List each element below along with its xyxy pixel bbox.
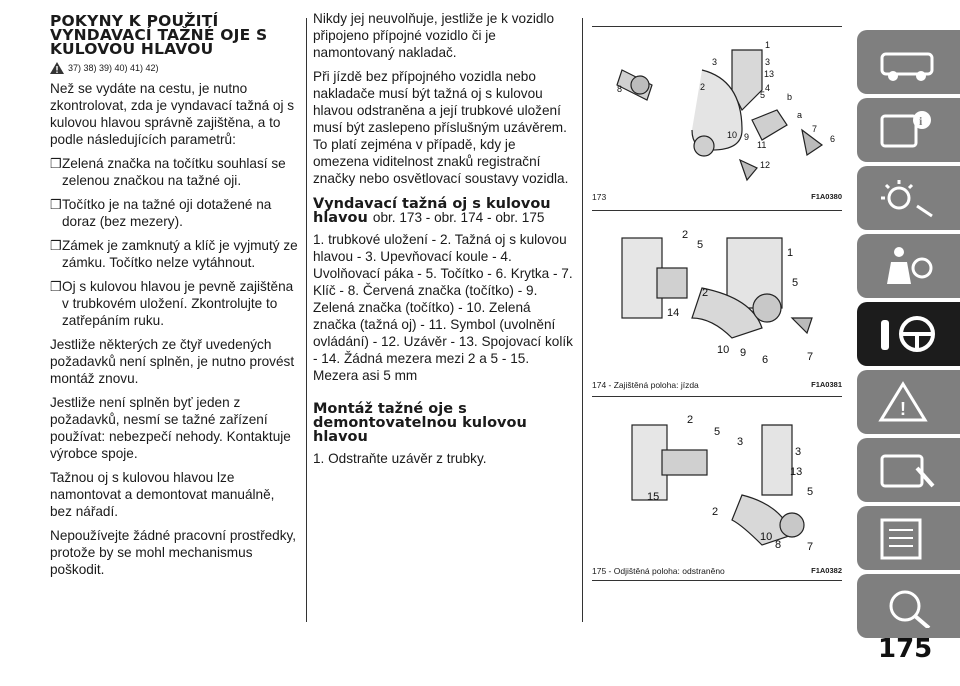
subsection-heading: Vyndavací tažná oj s kulovou hlavou obr. 173 - obr. 174 - obr. 175 (313, 196, 551, 226)
svg-text:3: 3 (795, 446, 802, 458)
dashboard-lights-icon (877, 176, 937, 220)
svg-text:15: 15 (647, 491, 660, 503)
svg-text:2: 2 (700, 82, 706, 92)
svg-text:8: 8 (775, 539, 782, 551)
section-heading: POKYNY K POUŽITÍ VYNDAVACÍ TAŽNÉ OJE S KULOVOU HLAVOU (50, 12, 268, 58)
svg-text:2: 2 (682, 229, 689, 241)
svg-text:b: b (787, 92, 793, 102)
step-paragraph: 1. Odstraňte uzávěr z trubky. (313, 451, 487, 466)
list-item: ❒ Točítko je na tažné oji dotažené na doraz (bez mezery). (50, 197, 272, 229)
seat-belt-airbag-icon (877, 244, 937, 288)
svg-text:13: 13 (790, 466, 803, 478)
index-letters-icon (877, 584, 937, 628)
warning-refs (50, 62, 300, 74)
paragraph: Nepoužívejte žádné pracovní prostředky, protože by se mohl mechanismus poškodit. (50, 528, 297, 577)
text-column-1 (50, 0, 300, 585)
svg-text:2: 2 (687, 414, 694, 426)
svg-text:13: 13 (764, 69, 775, 79)
figure-top-rule (592, 26, 842, 27)
svg-text:1: 1 (765, 40, 771, 50)
svg-text:10: 10 (727, 130, 738, 140)
tab-lights[interactable] (857, 166, 960, 230)
figure-code: F1A0380 (811, 192, 842, 201)
svg-text:1: 1 (787, 247, 794, 259)
info-icon (877, 108, 937, 152)
tab-starting-driving[interactable] (857, 302, 960, 366)
svg-text:8: 8 (617, 84, 623, 94)
svg-text:a: a (797, 110, 803, 120)
paragraph: Při jízdě bez přípojného vozidla nebo nakladače musí být tažná oj s kulovou hlavou odstraněna a její trubkové uložení musí být zaslepeno příslušným uzávěrem. To platí zejména v případě, kdy je omezena viditelnost znaků registrační značky nebo osvětlovací soustavy vozidla. (313, 69, 569, 186)
car-icon (877, 40, 937, 84)
figure-rule (592, 210, 842, 211)
figure-173-illustration (592, 30, 842, 210)
svg-text:3: 3 (765, 57, 771, 67)
svg-text:9: 9 (740, 347, 747, 359)
svg-text:11: 11 (757, 140, 767, 150)
list-item: ❒ Oj s kulovou hlavou je pevně zajištěna v trubkovém uložení. Zkontrolujte to zatřepáním ruku. (50, 279, 294, 328)
refs-text: 37) 38) 39) 40) 41) 42) (68, 63, 159, 73)
paragraph: Jestliže některých ze čtyř uvedených požadavků není splněn, je nutno provést montáž znovu. (50, 337, 295, 386)
svg-text:14: 14 (667, 307, 680, 319)
text-column-2 (313, 10, 575, 474)
svg-text:10: 10 (717, 344, 730, 356)
page-number: 175 (878, 634, 933, 664)
tab-info[interactable] (857, 98, 960, 162)
svg-text:7: 7 (812, 124, 818, 134)
svg-text:5: 5 (697, 239, 704, 251)
svg-text:5: 5 (792, 277, 799, 289)
svg-text:12: 12 (760, 160, 771, 170)
paragraph: Tažnou oj s kulovou hlavou lze namontovat a demontovat manuálně, bez nářadí. (50, 470, 275, 519)
list-item: ❒ Zelená značka na točítku souhlasí se zelenou značkou na tažné oji. (50, 156, 286, 188)
svg-text:3: 3 (737, 436, 744, 448)
svg-text:6: 6 (762, 354, 769, 366)
svg-text:3: 3 (712, 57, 718, 67)
svg-text:5: 5 (714, 426, 721, 438)
svg-text:10: 10 (760, 531, 773, 543)
svg-text:!: ! (900, 399, 906, 419)
intro-paragraph: Než se vydáte na cestu, je nutno zkontrolovat, zda je vyndavací tažná oj s kulovou hlavou správně zajištěna, a to podle následujících parametrů: (50, 81, 295, 147)
figure-code: F1A0382 (811, 566, 842, 575)
figure-caption: 173 F1A0380 (592, 192, 842, 202)
svg-text:2: 2 (712, 506, 719, 518)
paragraph: Nikdy jej neuvolňuje, jestliže je k vozidlo připojeno přípojné vozidlo či je namontovaný nakladač. (313, 11, 555, 60)
paragraph: Jestliže není splněn byť jeden z požadavků, nesmí se tažné zařízení používat: nebezpečí nehody. Kontaktuje výrobce spoje. (50, 395, 291, 461)
figure-175-illustration (592, 405, 842, 563)
column-divider (306, 18, 307, 622)
list-item: ❒ Zámek je zamknutý a klíč je vyjmutý ze zámku. Točítko nelze vytáhnout. (50, 238, 298, 270)
figure-caption: 175 - Odjištěná poloha: odstraněno F1A0382 (592, 566, 842, 576)
svg-text:7: 7 (807, 351, 814, 363)
svg-text:5: 5 (760, 90, 766, 100)
document-list-icon (877, 516, 937, 560)
svg-text:4: 4 (765, 83, 771, 93)
svg-text:9: 9 (744, 132, 750, 142)
subsection-heading: Montáž tažné oje s demontovatelnou kulovou hlavou (313, 401, 527, 445)
svg-text:5: 5 (807, 486, 814, 498)
svg-text:2: 2 (702, 287, 709, 299)
tab-maintenance[interactable] (857, 438, 960, 502)
svg-text:7: 7 (807, 541, 814, 553)
warning-triangle-icon (877, 380, 937, 424)
figure-caption: 174 - Zajištěná poloha: jízda F1A0381 (592, 380, 842, 390)
svg-text:6: 6 (830, 134, 836, 144)
key-steering-wheel-icon (877, 312, 941, 356)
wrench-icon (877, 448, 937, 492)
tab-index[interactable] (857, 574, 960, 638)
figure-rule (592, 396, 842, 397)
warning-triangle-icon (50, 62, 64, 74)
svg-text:i: i (919, 114, 923, 128)
tab-technical-data[interactable] (857, 506, 960, 570)
tab-emergency[interactable] (857, 370, 960, 434)
column-divider (582, 18, 583, 622)
figure-174-illustration (592, 218, 842, 378)
figure-code: F1A0381 (811, 380, 842, 389)
legend-paragraph: 1. trubkové uložení - 2. Tažná oj s kulovou hlavou - 3. Upevňovací koule - 4. Uvolňovací páka - 5. Točítko - 6. Krytka - 7. Klíč - 8. Červená značka (točítko) - 9. Zelená značka (točítko) - 10. Zelená značka (tažná oj) - 11. Symbol (uvolnění ovládání) - 12. Uzávěr - 13. Spojovací kolík - 14. Žádná mezera mezi 2 a 5 - 15. Mezera asi 5 mm (313, 232, 573, 383)
figure-rule (592, 580, 842, 581)
figure-refs: obr. 173 - obr. 174 - obr. 175 (372, 210, 545, 225)
tab-car[interactable] (857, 30, 960, 94)
tab-safety[interactable] (857, 234, 960, 298)
